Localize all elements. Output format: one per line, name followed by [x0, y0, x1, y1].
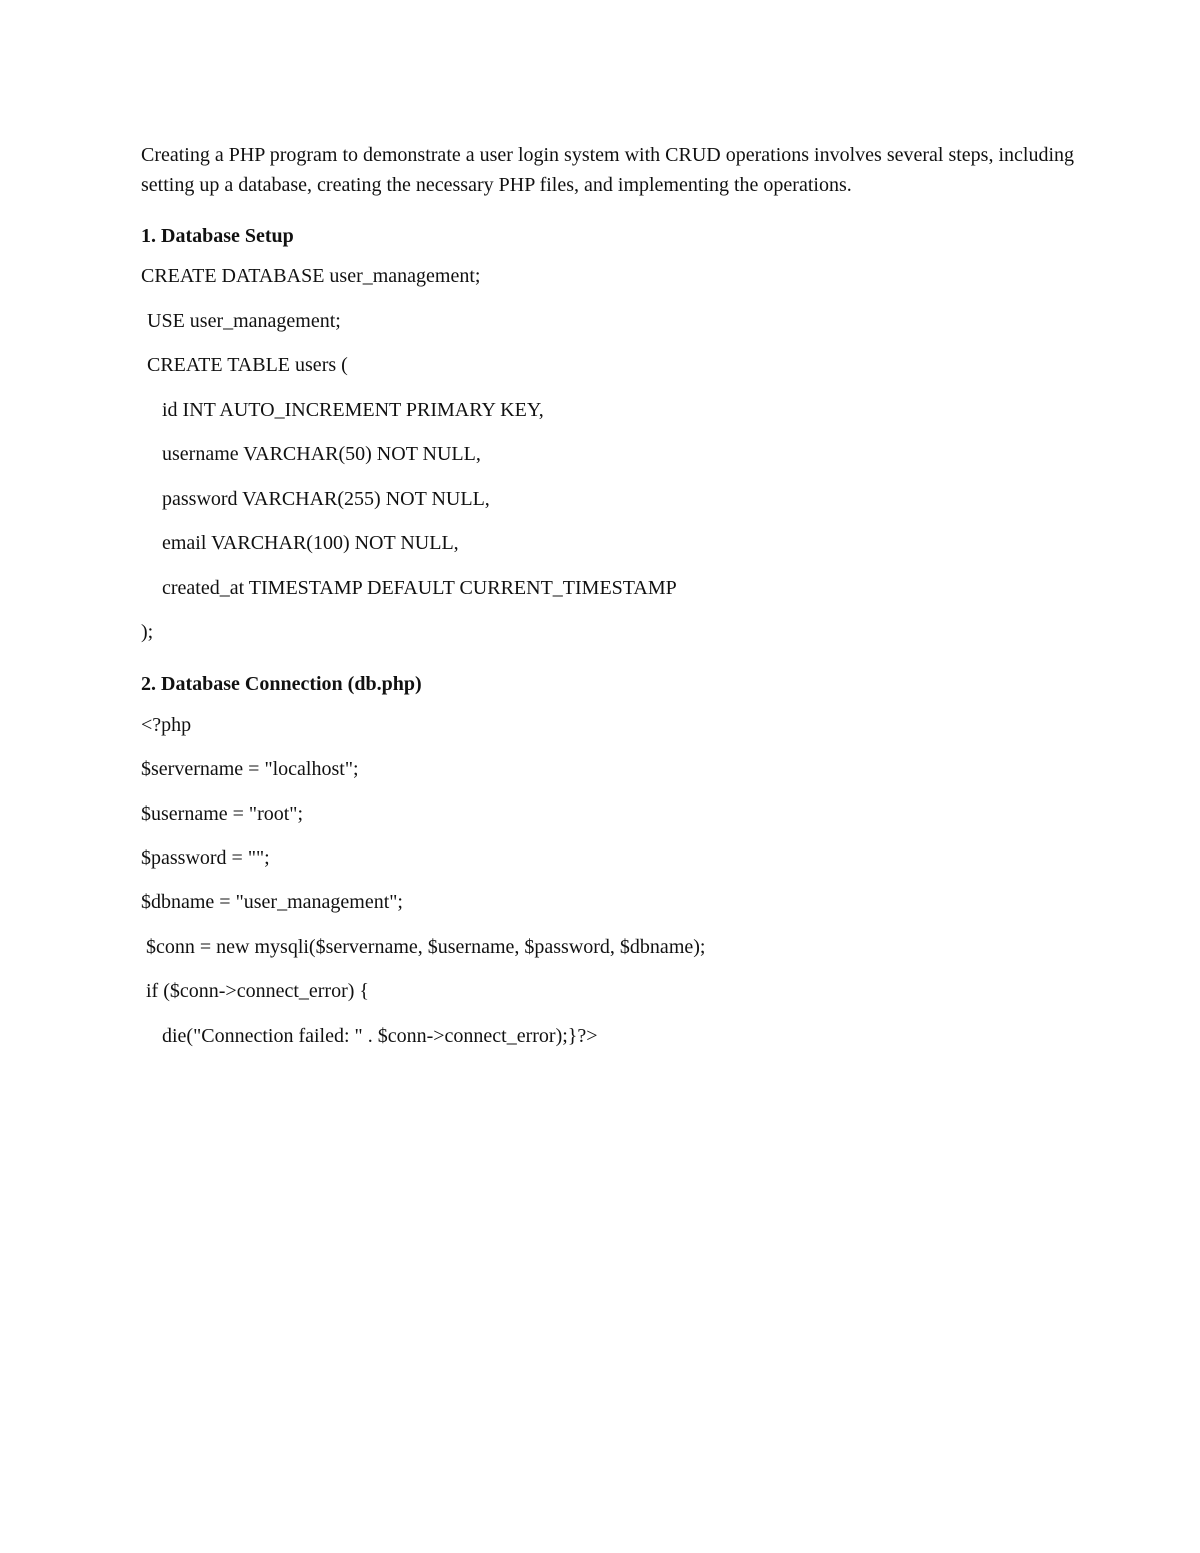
sql-line: email VARCHAR(100) NOT NULL,: [162, 532, 459, 554]
intro-paragraph: Creating a PHP program to demonstrate a user login system with CRUD operations involves several steps, including setting up a database, creating the necessary PHP files, and implementing the operations.: [141, 144, 1074, 196]
sql-line: USE user_management;: [147, 310, 341, 332]
php-line: $dbname = "user_management";: [141, 891, 403, 913]
php-line: $conn = new mysqli($servername, $username, $password, $dbname);: [146, 936, 706, 958]
php-line: if ($conn->connect_error) {: [146, 980, 369, 1002]
php-line: $username = "root";: [141, 803, 304, 825]
php-line: <?php: [141, 714, 192, 736]
php-line: die("Connection failed: " . $conn->connect_error);}?>: [162, 1025, 598, 1047]
sql-line: username VARCHAR(50) NOT NULL,: [162, 443, 481, 465]
sql-line: created_at TIMESTAMP DEFAULT CURRENT_TIMESTAMP: [162, 577, 677, 599]
php-line: $password = "";: [141, 847, 270, 869]
php-line: $servername = "localhost";: [141, 758, 359, 780]
sql-line: );: [141, 621, 154, 643]
sql-line: CREATE TABLE users (: [147, 354, 348, 376]
sql-line: id INT AUTO_INCREMENT PRIMARY KEY,: [162, 399, 544, 421]
sql-line: password VARCHAR(255) NOT NULL,: [162, 488, 490, 510]
section-heading-database-connection: 2. Database Connection (db.php): [141, 673, 422, 695]
section-heading-database-setup: 1. Database Setup: [141, 225, 294, 247]
sql-line: CREATE DATABASE user_management;: [141, 265, 481, 287]
